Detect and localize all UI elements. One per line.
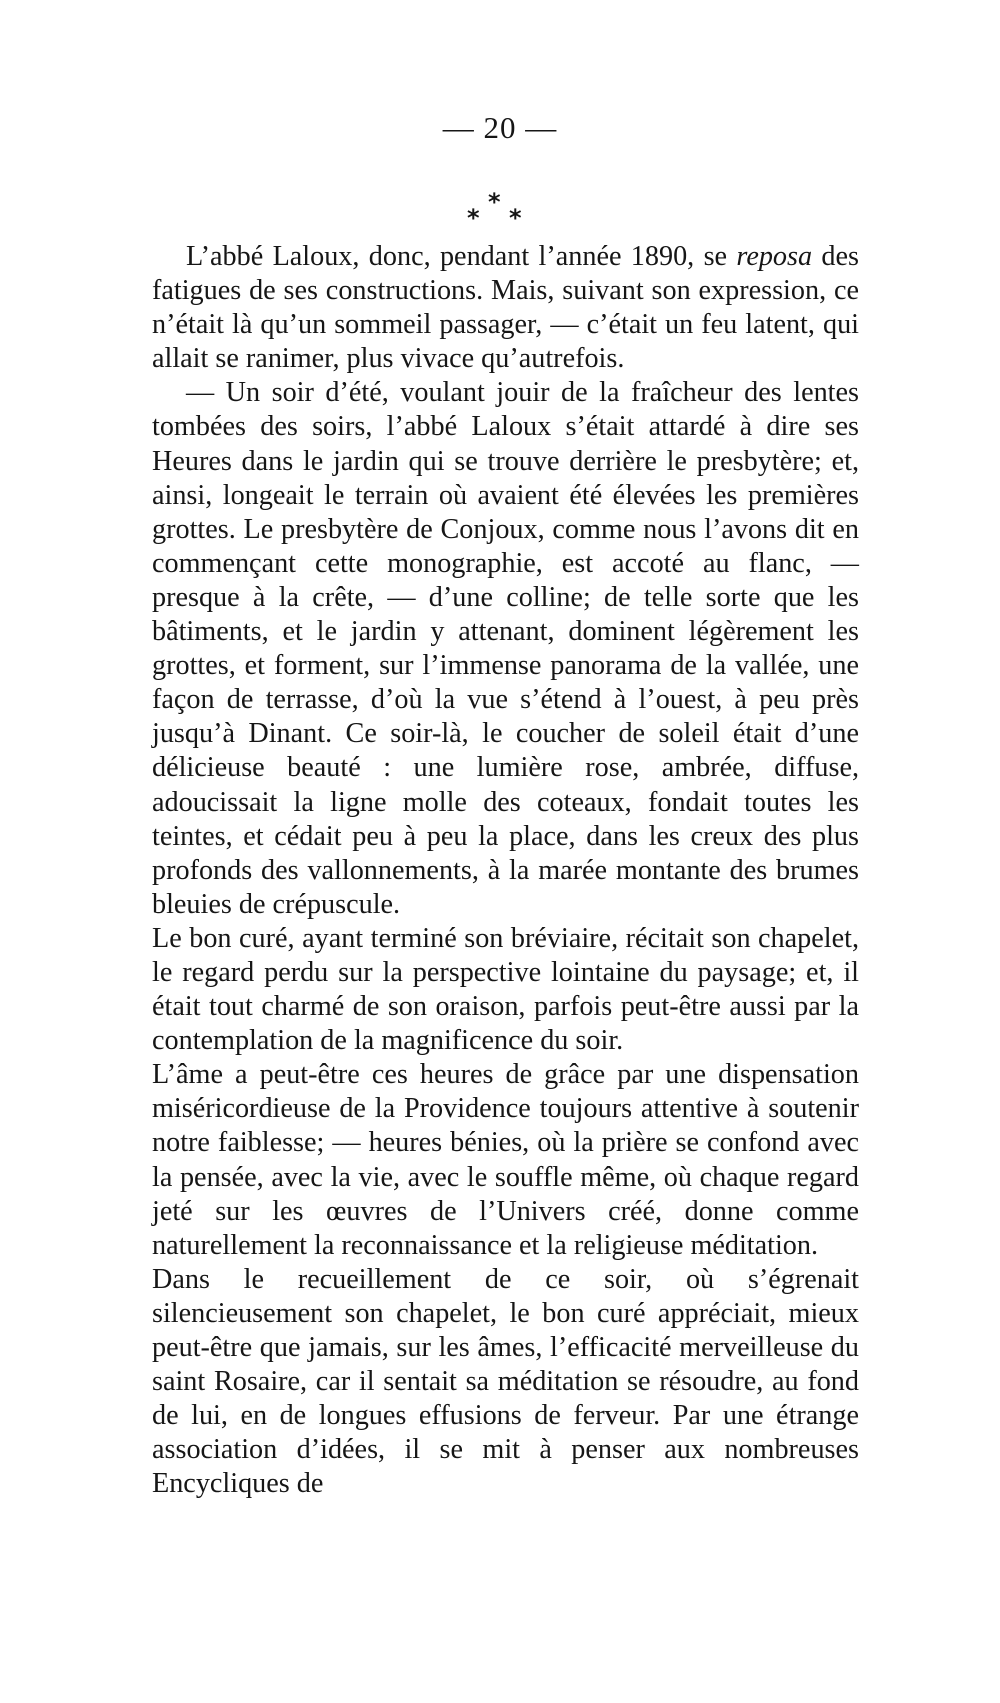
page-number: — 20 — xyxy=(442,110,558,145)
paragraph-3: Le bon curé, ayant terminé son bréviaire, récitait son chapelet, le regard perdu sur la perspective lointaine du paysage; et, il était tout charmé de son oraison, parfois peut-être aussi par la contemplation de la magnificence du soir. xyxy=(152,922,859,1057)
section-asterism xyxy=(467,190,527,230)
asterism-star-right: * xyxy=(509,204,522,232)
asterism-star-top: * xyxy=(488,188,501,216)
paragraph-1-end: des fatigues de ses constructions. Mais, suivant son expression, ce n’était là qu’un sommeil passager, — c’était un feu latent, qui allait se ranimer, plus vivace qu’autrefois. xyxy=(152,241,859,375)
paragraph-1 xyxy=(152,240,859,376)
paragraph-1-start: L’abbé Laloux, donc, pendant l’année 1890, se xyxy=(186,241,737,272)
paragraph-5: Dans le recueillement de ce soir, où s’égrenait silencieusement son chapelet, le bon curé appréciait, mieux peut-être que jamais, sur les âmes, l’efficacité merveilleuse du saint Rosaire, car il sentait sa méditation se résoudre, au fond de lui, en de longues effusions de ferveur. Par une étrange association d’idées, il se mit à penser aux nombreuses Encycliques de xyxy=(152,1263,859,1500)
paragraph-4: L’âme a peut-être ces heures de grâce par une dispensation miséricordieuse de la Providence toujours attentive à soutenir notre faiblesse; — heures bénies, où la prière se confond avec la pensée, avec la vie, avec le souffle même, où chaque regard jeté sur les œuvres de l’Univers créé, donne comme naturellement la reconnaissance et la religieuse méditation. xyxy=(152,1059,859,1261)
italic-word-reposa: reposa xyxy=(736,241,813,272)
asterism-star-left: * xyxy=(467,204,480,232)
body-text xyxy=(152,240,859,1501)
paragraph-2: — Un soir d’été, voulant jouir de la fraîcheur des lentes tombées des soirs, l’abbé Laloux s’était attardé à dire ses Heures dans le jardin qui se trouve derrière le presbytère; et, ainsi, longeait le terrain où avaient été élevées les premières grottes. Le presbytère de Conjoux, comme nous l’avons dit en commençant cette monographie, est accoté au flanc, — presque à la crête, — d’une colline; de telle sorte que les bâtiments, et le jardin y attenant, dominent légèrement les grottes, et forment, sur l’immense panorama de la vallée, une façon de terrasse, d’où la vue s’étend à l’ouest, à peu près jusqu’à Dinant. Ce soir-là, le coucher de soleil était d’une délicieuse beauté : une lumière rose, ambrée, diffuse, adoucissait la ligne molle des coteaux, fondait toutes les teintes, et cédait peu à peu la place, dans les creux des plus profonds des vallonnements, à la marée montante des brumes bleuies de crépuscule. xyxy=(152,377,859,920)
